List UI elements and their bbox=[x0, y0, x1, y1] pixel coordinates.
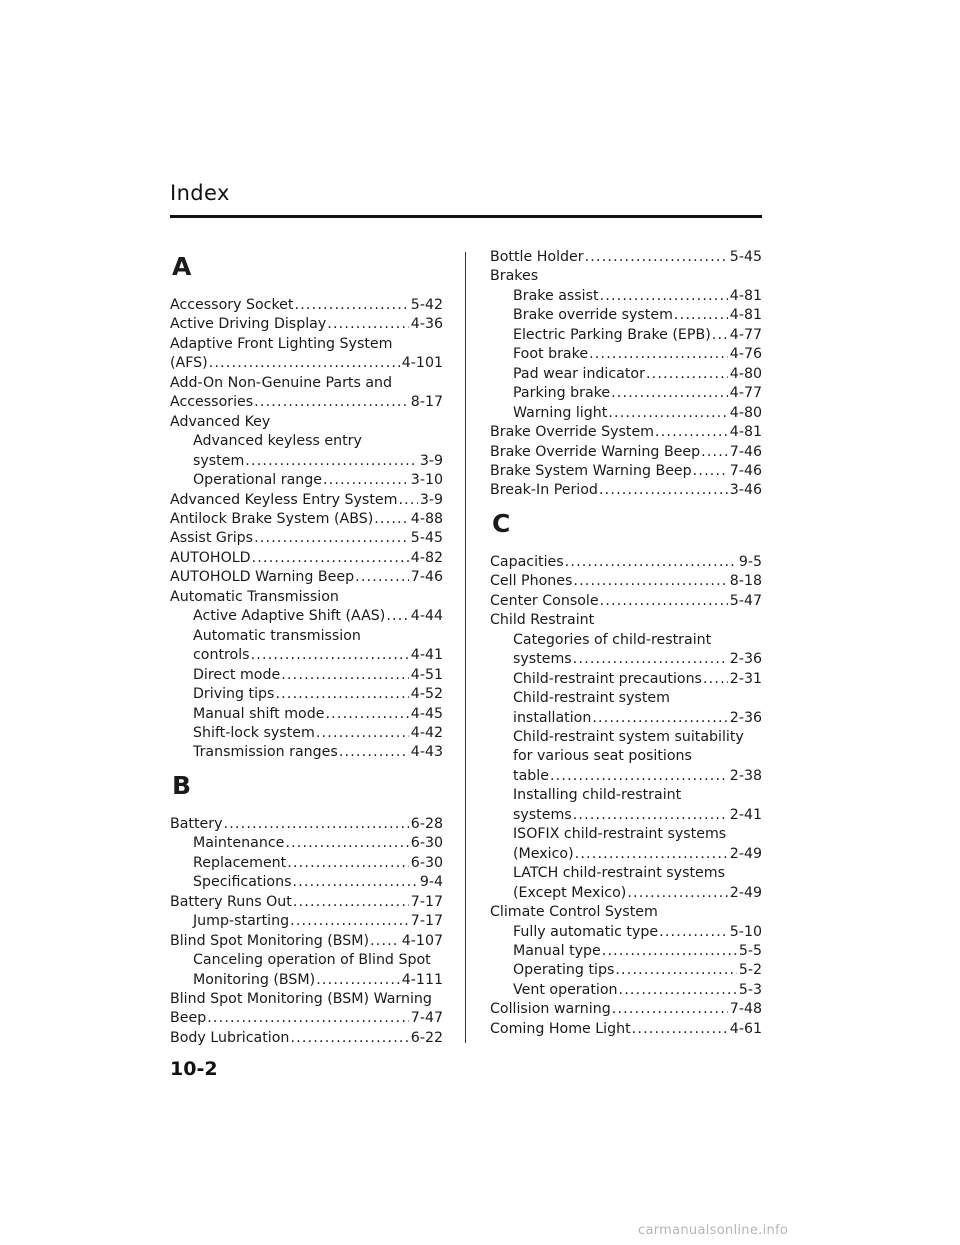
index-sub-pad-wear: Pad wear indicator ..... 4-80 bbox=[490, 365, 762, 384]
index-heading-advanced-key: Advanced Key bbox=[170, 413, 271, 430]
index-heading-automatic-transmission: Automatic Transmission bbox=[170, 588, 339, 605]
index-entry-addon: Accessories ..... 8-17 bbox=[170, 393, 443, 412]
index-sub-latch: (Except Mexico) ..... 2-49 bbox=[490, 884, 762, 903]
index-entry-keyless-system: Advanced Keyless Entry System ..... 3-9 bbox=[170, 491, 443, 510]
index-column-right bbox=[490, 248, 762, 1039]
index-sub-shift-lock: Shift-lock system ..... 4-42 bbox=[170, 724, 443, 743]
index-entry-abs: Antilock Brake System (ABS) ..... 4-88 bbox=[170, 510, 443, 529]
index-sub-manual-type: Manual type ..... 5-5 bbox=[490, 942, 762, 961]
index-sub-warning-light: Warning light ..... 4-80 bbox=[490, 404, 762, 423]
index-sub-at-controls: controls ..... 4-41 bbox=[170, 646, 443, 665]
page-number: 10-2 bbox=[170, 1058, 218, 1080]
index-sub-latch-line1: LATCH child-restraint systems bbox=[513, 865, 725, 882]
index-entry-capacities: Capacities ..... 9-5 bbox=[490, 553, 762, 572]
index-sub-keyless-entry-line1: Advanced keyless entry bbox=[193, 433, 362, 450]
index-sub-replacement: Replacement ..... 6-30 bbox=[170, 854, 443, 873]
index-entry-autohold-beep: AUTOHOLD Warning Beep ..... 7-46 bbox=[170, 568, 443, 587]
watermark-text: carmanualsonline.info bbox=[638, 1223, 789, 1238]
index-entry-bottle-holder: Bottle Holder ..... 5-45 bbox=[490, 248, 762, 267]
page-header-title: Index bbox=[170, 181, 230, 205]
index-entry-autohold: AUTOHOLD ..... 4-82 bbox=[170, 549, 443, 568]
section-letter-b: B bbox=[172, 770, 192, 800]
index-entry-brake-override-system: Brake Override System ..... 4-81 bbox=[490, 423, 762, 442]
section-letter-a: A bbox=[172, 252, 192, 281]
index-entry-afs-line1: Adaptive Front Lighting System bbox=[170, 335, 393, 352]
index-entry-battery-runs-out: Battery Runs Out ..... 7-17 bbox=[170, 893, 443, 912]
index-heading-brakes: Brakes bbox=[490, 268, 539, 285]
index-entry-bsm-beep-line1: Blind Spot Monitoring (BSM) Warning bbox=[170, 990, 432, 1007]
index-sub-cr-suitability-line1: Child-restraint system suitability bbox=[513, 728, 744, 745]
index-entry-cell-phones: Cell Phones ..... 8-18 bbox=[490, 572, 762, 591]
index-sub-specifications: Specifications ..... 9-4 bbox=[170, 873, 443, 892]
index-sub-bsm-cancel: Monitoring (BSM) ..... 4-111 bbox=[170, 971, 443, 990]
index-sub-manual-shift: Manual shift mode ..... 4-45 bbox=[170, 705, 443, 724]
index-entry-brake-system-beep: Brake System Warning Beep ..... 7-46 bbox=[490, 462, 762, 481]
index-heading-child-restraint: Child Restraint bbox=[490, 612, 595, 629]
index-sub-jump-starting: Jump-starting ..... 7-17 bbox=[170, 912, 443, 931]
index-sub-foot-brake: Foot brake ..... 4-76 bbox=[490, 345, 762, 364]
column-divider bbox=[465, 252, 466, 1043]
index-sub-cr-install-line1: Child-restraint system bbox=[513, 690, 670, 707]
index-sub-maintenance: Maintenance ..... 6-30 bbox=[170, 834, 443, 853]
index-sub-cr-precautions: Child-restraint precautions ..... 2-31 bbox=[490, 670, 762, 689]
index-sub-vent-operation: Vent operation ..... 5-3 bbox=[490, 981, 762, 1000]
index-entry-assist-grips: Assist Grips ..... 5-45 bbox=[170, 529, 443, 548]
index-sub-cr-installing-line1: Installing child-restraint bbox=[513, 787, 682, 804]
index-entry-afs: (AFS) ..... 4-101 bbox=[170, 354, 443, 373]
index-entry-center-console: Center Console ..... 5-47 bbox=[490, 592, 762, 611]
index-sub-fully-automatic: Fully automatic type ..... 5-10 bbox=[490, 923, 762, 942]
index-entry-body-lubrication: Body Lubrication ..... 6-22 bbox=[170, 1029, 443, 1048]
index-entry-coming-home-light: Coming Home Light ..... 4-61 bbox=[490, 1020, 762, 1039]
index-sub-cr-suitability: table ..... 2-38 bbox=[490, 767, 762, 786]
index-entry-brake-override-beep: Brake Override Warning Beep ..... 7-46 bbox=[490, 443, 762, 462]
index-entry-addon-line1: Add-On Non-Genuine Parts and bbox=[170, 374, 393, 391]
index-sub-cr-suitability-line2: for various seat positions bbox=[513, 748, 692, 765]
index-entry-break-in: Break-In Period ..... 3-46 bbox=[490, 481, 762, 500]
index-entry-accessory-socket: Accessory Socket ..... 5-42 bbox=[170, 296, 443, 315]
index-sub-transmission-ranges: Transmission ranges ..... 4-43 bbox=[170, 743, 443, 762]
index-sub-direct-mode: Direct mode ..... 4-51 bbox=[170, 666, 443, 685]
index-sub-isofix: (Mexico) ..... 2-49 bbox=[490, 845, 762, 864]
index-entry-collision-warning: Collision warning ..... 7-48 bbox=[490, 1000, 762, 1019]
index-entry-active-driving-display: Active Driving Display ..... 4-36 bbox=[170, 315, 443, 334]
index-sub-cr-categories: systems ..... 2-36 bbox=[490, 650, 762, 669]
index-sub-epb: Electric Parking Brake (EPB) ..... 4-77 bbox=[490, 326, 762, 345]
index-entry-battery: Battery ..... 6-28 bbox=[170, 815, 443, 834]
index-sub-brake-assist: Brake assist ..... 4-81 bbox=[490, 287, 762, 306]
index-sub-bsm-cancel-line1: Canceling operation of Blind Spot bbox=[193, 952, 431, 969]
index-sub-cr-install: installation ..... 2-36 bbox=[490, 709, 762, 728]
section-letter-c: C bbox=[492, 508, 511, 538]
index-sub-driving-tips: Driving tips ..... 4-52 bbox=[170, 685, 443, 704]
index-sub-parking-brake: Parking brake ..... 4-77 bbox=[490, 384, 762, 403]
index-sub-at-controls-line1: Automatic transmission bbox=[193, 627, 361, 644]
index-entry-bsm-beep: Beep ..... 7-47 bbox=[170, 1009, 443, 1028]
header-rule bbox=[170, 215, 762, 218]
index-sub-operating-tips: Operating tips ..... 5-2 bbox=[490, 961, 762, 980]
index-sub-cr-categories-line1: Categories of child-restraint bbox=[513, 631, 712, 648]
index-heading-climate-control: Climate Control System bbox=[490, 904, 658, 921]
index-sub-cr-installing: systems ..... 2-41 bbox=[490, 806, 762, 825]
index-column-left bbox=[170, 248, 443, 1048]
index-sub-keyless-entry: system ..... 3-9 bbox=[170, 452, 443, 471]
index-sub-isofix-line1: ISOFIX child-restraint systems bbox=[513, 826, 727, 843]
index-entry-bsm: Blind Spot Monitoring (BSM) ..... 4-107 bbox=[170, 932, 443, 951]
index-sub-aas: Active Adaptive Shift (AAS) ..... 4-44 bbox=[170, 607, 443, 626]
index-sub-brake-override-system: Brake override system ..... 4-81 bbox=[490, 306, 762, 325]
index-sub-operational-range: Operational range ..... 3-10 bbox=[170, 471, 443, 490]
